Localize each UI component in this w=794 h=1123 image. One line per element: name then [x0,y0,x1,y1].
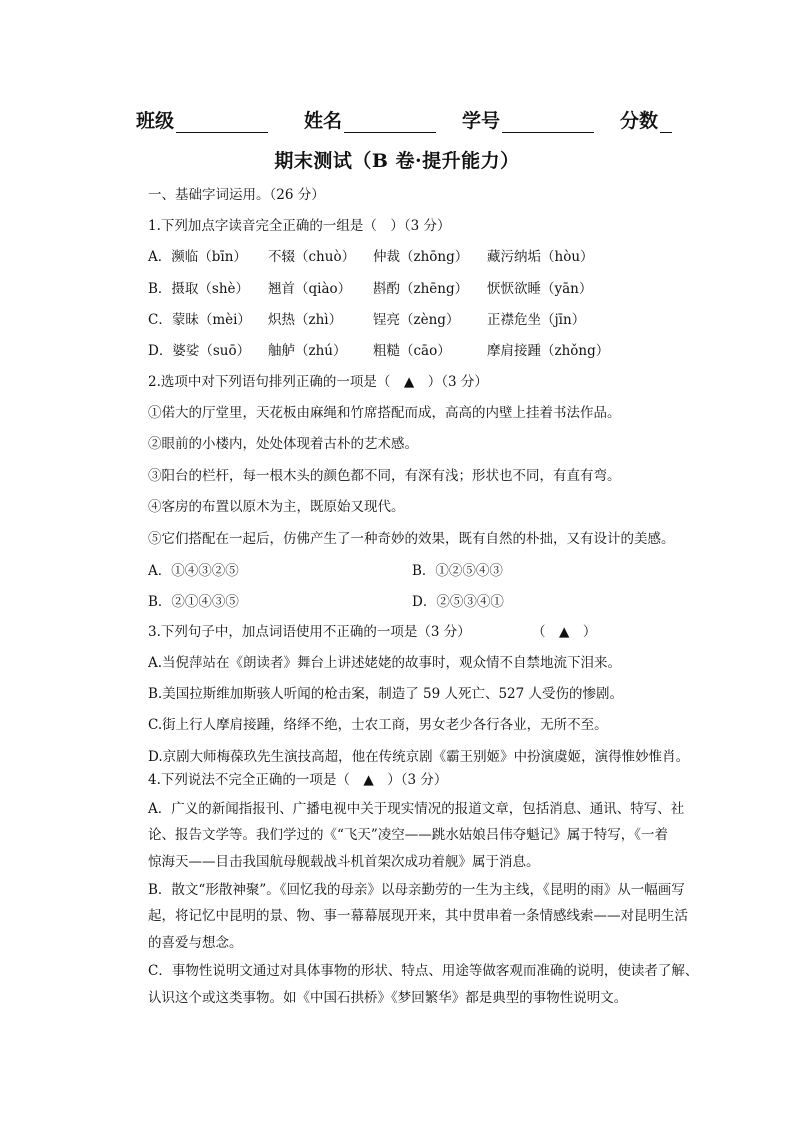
q1-option-c-3: 锃亮（zèng） [373,312,460,328]
q2-sentence-2: ②眼前的小楼内，处处体现着古朴的艺术感。 [148,436,418,452]
q1-option-d-1: D．婆娑（suō） [148,343,251,359]
score-field[interactable] [620,106,672,133]
q3-option-b: B.美国拉斯维加斯骇人听闻的枪击案，制造了 59 人死亡、527 人受伤的惨剧。 [148,686,624,702]
q1-option-c-2: 炽热（zhì） [268,312,343,328]
q2-sentence-5: ⑤它们搭配在一起后，仿佛产生了一种奇妙的效果，既有自然的朴拙，又有设计的美感。 [148,531,675,547]
q1-option-a-1: A．濒临（bīn） [148,249,247,265]
student-id-field[interactable] [462,106,594,133]
q2-option-a: A．①④③②⑤ [148,563,239,579]
class-label: 班级 [136,110,175,132]
q1-option-d-2: 舳舻（zhú） [268,343,347,359]
q3-option-c: C.街上行人摩肩接踵，络绎不绝，士农工商，男女老少各行各业，无所不至。 [148,717,608,733]
q4-line-5: 起，将记忆中昆明的景、物、事一幕幕展现开来，其中贯串着一条情感线索——对昆明生活 [148,908,688,924]
q4-line-7: C．事物性说明文通过对具体事物的形状、特点、用途等做客观而准确的说明，使读者了解、 [148,963,699,979]
exam-title: 期末测试（B 卷·提升能力） [274,150,520,172]
q1-option-a-4: 藏污纳垢（hòu） [487,249,594,265]
q2-option-b: B．①②⑤④③ [412,563,503,579]
q4-line-2: 论、报告文学等。我们学过的《“飞天”凌空——跳水姑娘吕伟夺魁记》属于特写，《一着 [148,827,669,843]
q1-option-a-2: 不辍（chuò） [268,249,356,265]
q3-option-a: A.当倪萍站在《朗读者》舞台上讲述姥姥的故事时，观众情不自禁地流下泪来。 [148,655,622,671]
q4-line-8: 认识这个或这类事物。如《中国石拱桥》《梦回繁华》都是典型的事物性说明文。 [148,990,628,1006]
q1-option-b-3: 斟酌（zhēng） [373,281,469,297]
class-field[interactable] [136,106,268,133]
q3-option-d: D.京剧大师梅葆玖先生演技高超，他在传统京剧《霸王别姬》中扮演虞姬，演得惟妙惟肖。 [148,749,690,765]
question-1-stem: 1.下列加点字读音完全正确的一组是（ ）（3 分） [148,218,451,234]
q4-line-3: 惊海天——目击我国航母舰载战斗机首架次成功着舰》属于消息。 [148,854,540,870]
name-blank[interactable] [344,112,436,133]
q1-option-d-4: 摩肩接踵（zhǒng） [487,343,610,359]
question-3-stem: 3.下列句子中，加点词语使用不正确的一项是（3 分） [148,624,471,640]
question-4-stem: 4.下列说法不完全正确的一项是（ ▲ ）（3 分） [148,772,448,788]
student-id-label: 学号 [462,110,501,132]
score-label: 分数 [620,110,659,132]
section-heading: 一、基础字词运用。（26 分） [148,187,325,203]
q1-option-b-1: B．摄取（shè） [148,281,250,297]
q1-option-a-3: 仲裁（zhōng） [373,249,469,265]
q3-answer-blank[interactable]: （ ▲ ） [532,624,597,640]
q1-option-c-1: C．蒙昧（mèi） [148,312,251,328]
q1-option-b-4: 恹恹欲睡（yān） [487,281,593,297]
q4-line-6: 的喜爱与想念。 [148,935,243,951]
score-blank[interactable] [660,112,672,133]
q1-option-b-2: 翘首（qiào） [268,281,352,297]
question-2-stem: 2.选项中对下列语句排列正确的一项是（ ▲ ）（3 分） [148,374,488,390]
q2-sentence-1: ①偌大的厅堂里，天花板由麻绳和竹席搭配而成，高高的内壁上挂着书法作品。 [148,405,621,421]
q2-option-c: B．②①④③⑤ [148,594,239,610]
name-field[interactable] [304,106,436,133]
q1-option-c-4: 正襟危坐（jīn） [487,312,586,328]
name-label: 姓名 [304,110,343,132]
q1-option-d-3: 粗糙（cāo） [373,343,451,359]
q2-sentence-4: ④客房的布置以原木为主，既原始又现代。 [148,499,405,515]
class-blank[interactable] [176,112,268,133]
student-id-blank[interactable] [502,112,594,133]
q4-line-1: A．广义的新闻指报刊、广播电视中关于现实情况的报道文章，包括消息、通讯、特写、社 [148,801,685,817]
q2-option-d: D．②⑤③④① [412,594,504,610]
student-info-header [136,106,696,134]
q2-sentence-3: ③阳台的栏杆，每一根木头的颜色都不同，有深有浅；形状也不同，有直有弯。 [148,468,621,484]
q4-line-4: B．散文“形散神聚”。《回忆我的母亲》以母亲勤劳的一生为主线，《昆明的雨》从一幅画写 [148,882,685,898]
